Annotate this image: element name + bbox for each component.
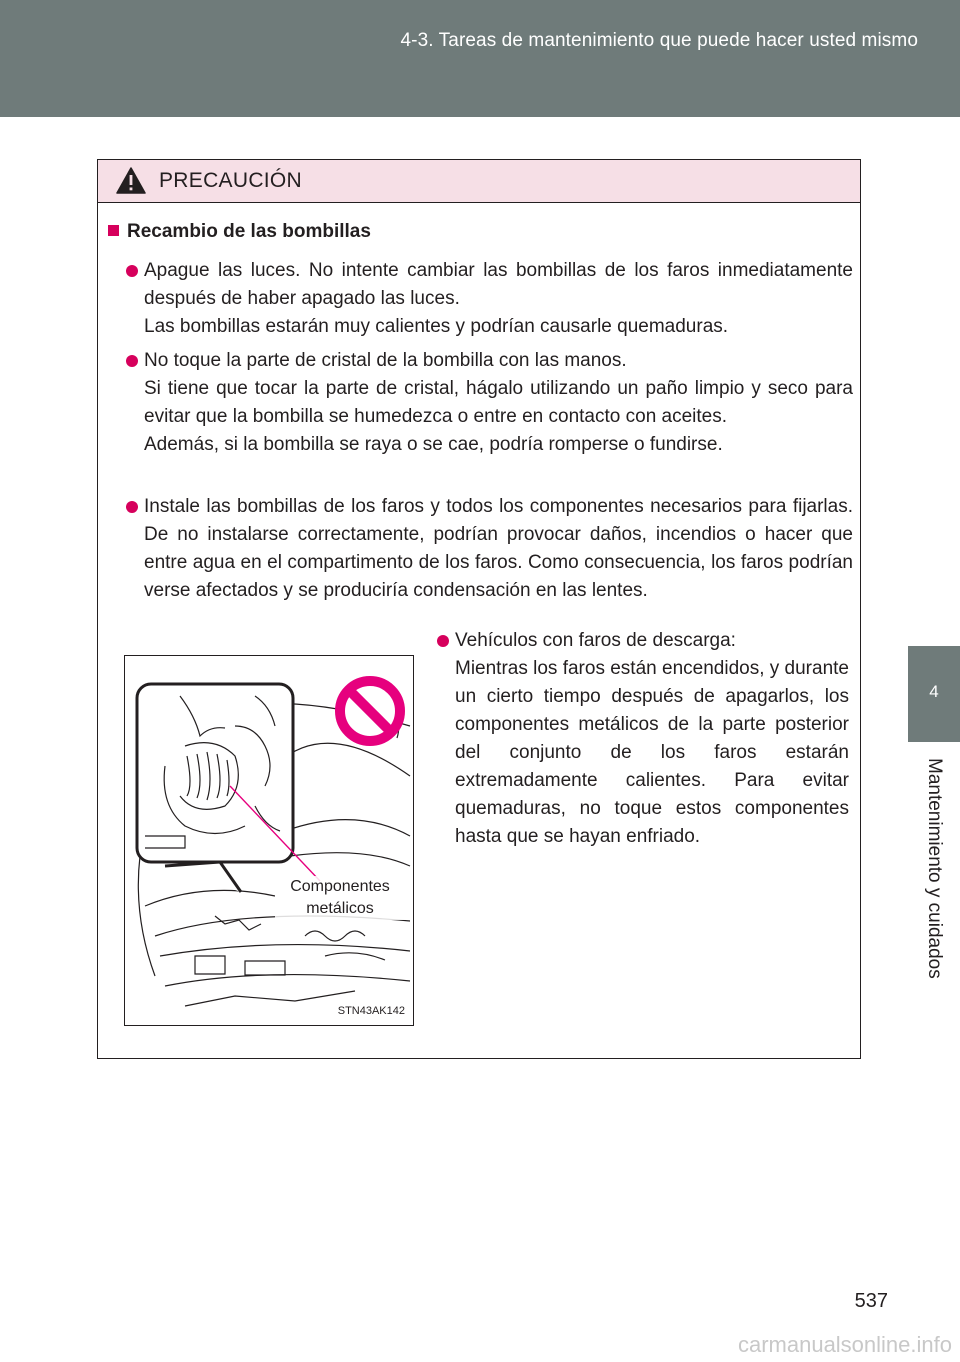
figure-code: STN43AK142: [337, 1005, 405, 1017]
bullet-item: [437, 627, 849, 851]
bullet-text: No toque la parte de cristal de la bombilla con las manos.: [144, 350, 627, 371]
page-number: 537: [854, 1290, 888, 1312]
caution-title: PRECAUCIÓN: [159, 169, 303, 192]
bullet-dot-icon: [126, 501, 138, 513]
bullet-text: Las bombillas estarán muy calientes y podrían causarle quemaduras.: [144, 316, 729, 337]
bullet-item: [126, 347, 853, 459]
header-title: 4-3. Tareas de mantenimiento que puede hacer usted mismo: [400, 30, 918, 51]
bullet-text: Apague las luces. No intente cambiar las bombillas de los faros inmediatamente después de haber apagado las luces.: [144, 260, 853, 309]
engine-bay-drawing: [125, 656, 413, 1025]
figure-label-line: metálicos: [306, 900, 374, 917]
bullet-dot-icon: [437, 635, 449, 647]
bullet-text: Vehículos con faros de descarga:: [455, 630, 736, 651]
figure-label: [275, 876, 405, 920]
section-title: Recambio de las bombillas: [127, 221, 371, 242]
watermark: carmanualsonline.info: [737, 1332, 952, 1357]
caution-header: [98, 160, 860, 203]
bullet-text: Si tiene que tocar la parte de cristal, hágalo utilizando un paño limpio y seco para evitar que la bombilla se humedezca o entre en contacto con aceites.: [144, 378, 853, 427]
headlight-illustration: [124, 655, 414, 1026]
chapter-tab[interactable]: [908, 646, 960, 742]
square-bullet-icon: [108, 225, 119, 236]
page-header: [0, 0, 960, 117]
section-heading: [108, 221, 371, 243]
caution-box: [97, 159, 861, 1059]
bullet-dot-icon: [126, 355, 138, 367]
bullet-text: Además, si la bombilla se raya o se cae, podría romperse o fundirse.: [144, 434, 723, 455]
warning-triangle-icon: [116, 167, 146, 194]
figure-label-line: Componentes: [290, 878, 390, 895]
bullet-item: [126, 257, 853, 341]
bullet-text: Mientras los faros están encendidos, y durante un cierto tiempo después de apagarlos, los componentes metálicos de la parte posterior del conjunto de los faros estarán extremadamente calientes. Para evitar quemaduras, no toque estos componentes hasta que se hayan enfriado.: [455, 658, 849, 847]
bullet-text: Instale las bombillas de los faros y todos los componentes necesarios para fijarlas. De no instalarse correctamente, podrían provocar daños, incendios o hacer que entre agua en el compartimento de los faros. Como consecuencia, los faros podrían verse afectados y se produciría condensación en las lentes.: [144, 496, 853, 601]
chapter-number: 4: [929, 682, 939, 701]
bullet-item: [126, 493, 853, 605]
bullet-dot-icon: [126, 265, 138, 277]
chapter-label: Mantenimiento y cuidados: [924, 758, 945, 979]
